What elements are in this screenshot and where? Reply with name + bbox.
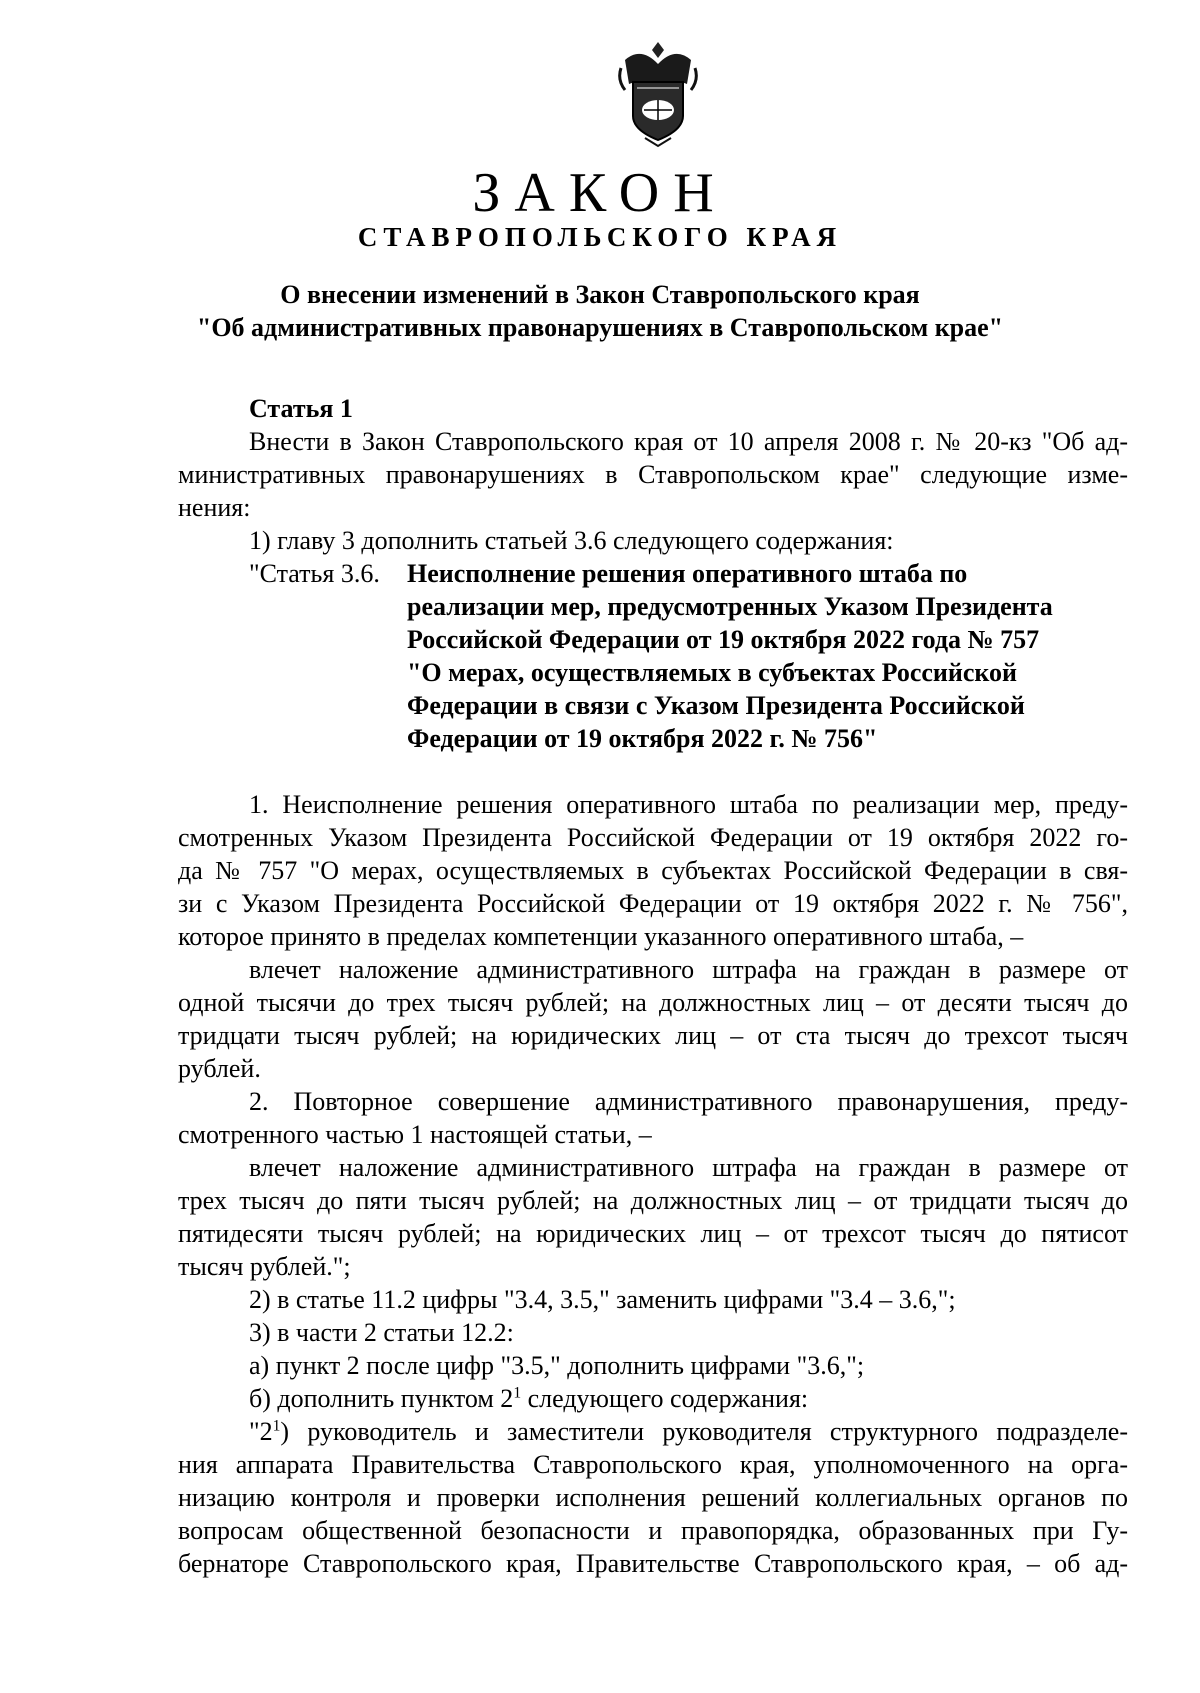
article-heading: Статья 1 xyxy=(249,394,353,423)
text-line: тысяч рублей."; xyxy=(178,1252,351,1281)
superscript: 1 xyxy=(272,1417,281,1435)
text-line: трех тысяч до пяти тысяч рублей; на должностных лиц – от тридцати тысяч до xyxy=(178,1186,1128,1215)
text-line: пятидесяти тысяч рублей; на юридических лиц – от трехсот тысяч до пятисот xyxy=(178,1219,1128,1248)
title-line: "О мерах, осуществляемых в субъектах Российской xyxy=(407,658,1018,687)
new-article-label: "Статья 3.6. xyxy=(249,559,380,588)
text-line: влечет наложение административного штрафа на граждан в размере от xyxy=(249,955,1128,984)
new-article-header xyxy=(178,557,1128,755)
list-item: 3) в части 2 статьи 12.2: xyxy=(249,1318,514,1347)
list-item: 2) в статье 11.2 цифры "3.4, 3.5," заменить цифрами "3.4 – 3.6,"; xyxy=(249,1285,956,1314)
text-line: министративных правонарушениях в Ставропольском крае" следующие изме- xyxy=(178,460,1128,489)
list-item: а) пункт 2 после цифр "3.5," дополнить цифрами "3.6,"; xyxy=(249,1351,865,1380)
text-line: да № 757 "О мерах, осуществляемых в субъектах Российской Федерации в свя- xyxy=(178,856,1128,885)
text-span: б) дополнить пунктом 2 xyxy=(249,1384,514,1413)
text-line xyxy=(178,1415,1128,1448)
law-name xyxy=(0,278,1200,344)
text-span: следующего содержания: xyxy=(521,1384,809,1413)
document-title: ЗАКОН xyxy=(472,162,728,224)
text-line: тридцати тысяч рублей; на юридических лиц – от ста тысяч до трехсот тысяч xyxy=(178,1021,1128,1050)
title-line: реализации мер, предусмотренных Указом Президента xyxy=(407,592,1053,621)
text-span: "2 xyxy=(249,1417,273,1446)
text-line: смотренных Указом Президента Российской Федерации от 19 октября 2022 го- xyxy=(178,823,1128,852)
list-item: 1) главу 3 дополнить статьей 3.6 следующего содержания: xyxy=(249,526,894,555)
title-line: Федерации в связи с Указом Президента Российской xyxy=(407,691,1025,720)
text-line: зи с Указом Президента Российской Федерации от 19 октября 2022 г. № 756", xyxy=(178,889,1128,918)
text-span: ) руководитель и заместители руководителя структурного подразделе- xyxy=(280,1417,1128,1446)
law-name-line: О внесении изменений в Закон Ставропольского края xyxy=(280,280,920,309)
document-subtitle: СТАВРОПОЛЬСКОГО КРАЯ xyxy=(357,222,843,252)
document-body xyxy=(178,392,1128,1580)
text-line: бернаторе Ставропольского края, Правительстве Ставропольского края, – об ад- xyxy=(178,1549,1128,1578)
list-item xyxy=(178,1382,1128,1415)
law-name-line: "Об административных правонарушениях в Ставропольском крае" xyxy=(196,313,1004,342)
title-line: Федерации от 19 октября 2022 г. № 756" xyxy=(407,724,878,753)
text-line: смотренного частью 1 настоящей статьи, – xyxy=(178,1120,652,1149)
text-line: вопросам общественной безопасности и правопорядка, образованных при Гу- xyxy=(178,1516,1128,1545)
new-article-title xyxy=(407,557,1053,755)
title-line: Российской Федерации от 19 октября 2022 года № 757 xyxy=(407,625,1040,654)
text-line: Внести в Закон Ставропольского края от 10 апреля 2008 г. № 20-кз "Об ад- xyxy=(249,427,1128,456)
text-line: рублей. xyxy=(178,1054,261,1083)
text-line: влечет наложение административного штрафа на граждан в размере от xyxy=(249,1153,1128,1182)
text-line: низацию контроля и проверки исполнения решений коллегиальных органов по xyxy=(178,1483,1128,1512)
text-line: одной тысячи до трех тысяч рублей; на должностных лиц – от десяти тысяч до xyxy=(178,988,1128,1017)
superscript: 1 xyxy=(513,1384,522,1402)
text-line: которое принято в пределах компетенции указанного оперативного штаба, – xyxy=(178,922,1024,951)
title-line: Неисполнение решения оперативного штаба по xyxy=(407,559,968,588)
stavropol-coat-of-arms-icon xyxy=(615,38,701,148)
text-line: 2. Повторное совершение административного правонарушения, преду- xyxy=(249,1087,1128,1116)
text-line: ния аппарата Правительства Ставропольского края, уполномоченного на орга- xyxy=(178,1450,1128,1479)
text-line: 1. Неисполнение решения оперативного штаба по реализации мер, преду- xyxy=(249,790,1128,819)
text-line: нения: xyxy=(178,493,251,522)
